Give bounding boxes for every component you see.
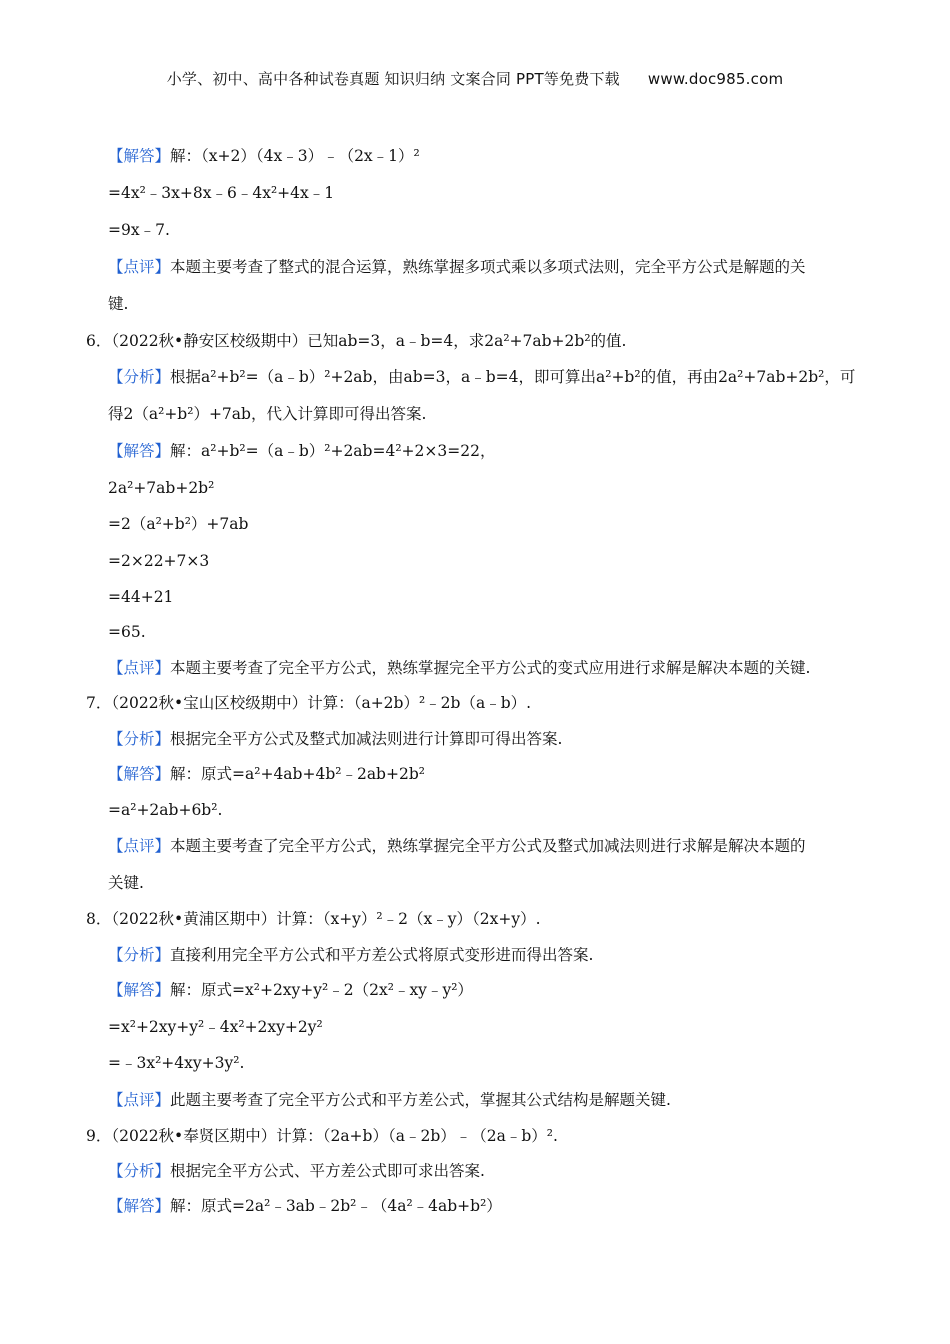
analysis-text: 根据完全平方公式、平方差公式即可求出答案. bbox=[170, 1162, 485, 1180]
review-line bbox=[108, 257, 950, 277]
question-6 bbox=[86, 331, 950, 351]
math-text: =2（a²+b²）+7ab bbox=[108, 515, 249, 533]
math-line bbox=[108, 1017, 950, 1037]
math-text: =﹣3x²+4xy+3y². bbox=[108, 1054, 245, 1072]
analysis-line bbox=[108, 945, 950, 965]
answer-tag: 【解答】 bbox=[108, 765, 171, 783]
review-tag: 【点评】 bbox=[108, 1091, 171, 1109]
review-tag: 【点评】 bbox=[108, 258, 171, 276]
review-line-cont bbox=[108, 294, 950, 314]
page-header bbox=[0, 68, 950, 89]
analysis-tag: 【分析】 bbox=[108, 1162, 171, 1180]
math-text: =a²+2ab+6b². bbox=[108, 801, 223, 819]
math-text: 解：原式=a²+4ab+4b²﹣2ab+2b² bbox=[170, 765, 425, 783]
analysis-tag: 【分析】 bbox=[108, 946, 171, 964]
analysis-text: 根据a²+b²=（a﹣b）²+2ab，由ab=3，a﹣b=4，即可算出a²+b²的值，再由2a²+7ab+2b²，可 bbox=[170, 368, 856, 386]
review-text: 此题主要考查了完全平方公式和平方差公式，掌握其公式结构是解题关键. bbox=[170, 1091, 671, 1109]
analysis-line-cont bbox=[108, 404, 950, 424]
answer-tag: 【解答】 bbox=[108, 1197, 171, 1215]
question-text: 7．（2022秋•宝山区校级期中）计算：（a+2b）²﹣2b（a﹣b）. bbox=[86, 694, 532, 712]
question-text: 9．（2022秋•奉贤区期中）计算：（2a+b）（a﹣2b）﹣（2a﹣b）². bbox=[86, 1127, 558, 1145]
math-text: =x²+2xy+y²﹣4x²+2xy+2y² bbox=[108, 1018, 323, 1036]
question-text: 6．（2022秋•静安区校级期中）已知ab=3，a﹣b=4，求2a²+7ab+2b²的值. bbox=[86, 332, 627, 350]
answer-tag: 【解答】 bbox=[108, 981, 171, 999]
answer-line bbox=[108, 441, 950, 461]
math-text: 2a²+7ab+2b² bbox=[108, 479, 215, 497]
answer-tag: 【解答】 bbox=[108, 147, 171, 165]
math-line bbox=[108, 587, 950, 607]
analysis-line bbox=[108, 729, 950, 749]
math-text: 解：（x+2）（4x﹣3）﹣（2x﹣1）² bbox=[170, 147, 420, 165]
math-text: 解：a²+b²=（a﹣b）²+2ab=4²+2×3=22， bbox=[170, 442, 496, 460]
analysis-text: 直接利用完全平方公式和平方差公式将原式变形进而得出答案. bbox=[170, 946, 594, 964]
answer-tag: 【解答】 bbox=[108, 442, 171, 460]
review-text: 本题主要考查了完全平方公式，熟练掌握完全平方公式及整式加减法则进行求解是解决本题的 bbox=[170, 837, 806, 855]
analysis-tag: 【分析】 bbox=[108, 730, 171, 748]
question-8 bbox=[86, 909, 950, 929]
review-line bbox=[108, 836, 950, 856]
math-line bbox=[108, 478, 950, 498]
math-line bbox=[108, 551, 950, 571]
math-line bbox=[108, 514, 950, 534]
answer-line bbox=[108, 1196, 950, 1216]
math-text: =2×22+7×3 bbox=[108, 552, 210, 570]
header-site: www.doc985.com bbox=[647, 70, 784, 88]
analysis-tag: 【分析】 bbox=[108, 368, 171, 386]
question-9 bbox=[86, 1126, 950, 1146]
review-text: 关键. bbox=[108, 874, 144, 892]
answer-line bbox=[108, 764, 950, 784]
review-text: 键. bbox=[108, 295, 129, 313]
math-line bbox=[108, 1053, 950, 1073]
math-text: =9x﹣7. bbox=[108, 221, 170, 239]
answer-line bbox=[108, 980, 950, 1000]
math-line bbox=[108, 800, 950, 820]
math-text: 解：原式=2a²﹣3ab﹣2b²﹣（4a²﹣4ab+b²） bbox=[170, 1197, 502, 1215]
math-line bbox=[108, 622, 950, 642]
math-text: =44+21 bbox=[108, 588, 174, 606]
analysis-line bbox=[108, 1161, 950, 1181]
math-text: 解：原式=x²+2xy+y²﹣2（2x²﹣xy﹣y²） bbox=[170, 981, 473, 999]
header-text: 小学、初中、高中各种试卷真题 知识归纳 文案合同 PPT等免费下载 bbox=[166, 70, 620, 88]
review-text: 本题主要考查了整式的混合运算，熟练掌握多项式乘以多项式法则，完全平方公式是解题的关 bbox=[170, 258, 806, 276]
review-line bbox=[108, 658, 950, 678]
review-text: 本题主要考查了完全平方公式，熟练掌握完全平方公式的变式应用进行求解是解决本题的关键. bbox=[170, 659, 811, 677]
math-line bbox=[108, 220, 950, 240]
review-line-cont bbox=[108, 873, 950, 893]
review-line bbox=[108, 1090, 950, 1110]
answer-line bbox=[108, 146, 950, 166]
math-text: =4x²﹣3x+8x﹣6﹣4x²+4x﹣1 bbox=[108, 184, 335, 202]
review-tag: 【点评】 bbox=[108, 659, 171, 677]
math-text: =65. bbox=[108, 623, 146, 641]
question-text: 8．（2022秋•黄浦区期中）计算：（x+y）²﹣2（x﹣y）（2x+y）. bbox=[86, 910, 541, 928]
question-7 bbox=[86, 693, 950, 713]
analysis-text: 得2（a²+b²）+7ab，代入计算即可得出答案. bbox=[108, 405, 427, 423]
math-line bbox=[108, 183, 950, 203]
review-tag: 【点评】 bbox=[108, 837, 171, 855]
analysis-text: 根据完全平方公式及整式加减法则进行计算即可得出答案. bbox=[170, 730, 563, 748]
analysis-line bbox=[108, 367, 950, 387]
